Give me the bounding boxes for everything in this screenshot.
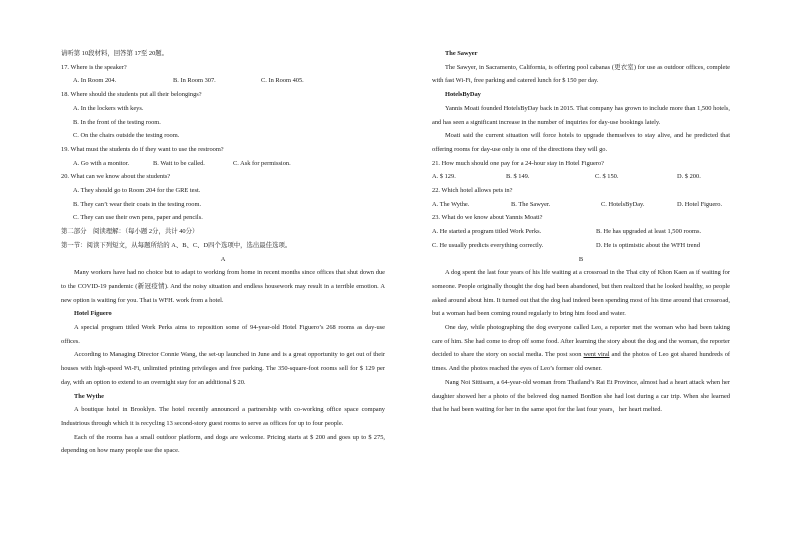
question-18-stem: 18. Where should the students put all their belongings? bbox=[61, 91, 202, 99]
question-20-stem: 20. What can we know about the students? bbox=[61, 173, 171, 181]
option-a: A. Go with a monitor. bbox=[73, 159, 130, 167]
passage-b-paragraph-3: Nang Noi Sittisarn, a 64-year-old woman from Thailand’s Rai Et Province, almost had a heart attack when her daughter showed her a photo of the beloved dog named BonBon she had lost during a car trip. When she learned that he had been waiting for her in the same spot for the last four years，her heart melted. bbox=[432, 378, 730, 414]
passage-b-paragraph-2 bbox=[432, 321, 730, 376]
wythe-paragraph-1: A boutique hotel in Brooklyn. The hotel recently announced a partnership with co-working office space company Industrious through which it is recycling 13 second-story guest rooms to serve as offices for up to four people. bbox=[61, 406, 385, 427]
question-23-options-ab bbox=[432, 225, 730, 239]
option-c: C. On the chairs outside the testing room. bbox=[73, 132, 180, 140]
sawyer-title: The Sawyer bbox=[445, 50, 478, 57]
question-21-options bbox=[432, 170, 730, 184]
option-d: D. $ 200. bbox=[677, 173, 701, 181]
listening-instruction: 请听第 10段材料，回答第 17至 20题。 bbox=[61, 50, 169, 57]
wythe-paragraph-2: Each of the rooms has a small outdoor platform, and dogs are welcome. Pricing starts at $ 200 and goes up to $ 275, depending on how many people use the space. bbox=[61, 433, 385, 455]
option-c: C. They can use their own pens, paper and pencils. bbox=[73, 214, 203, 222]
right-column bbox=[432, 47, 730, 417]
part-two-heading: 第二部分 阅读理解：（每小题 2分，共计 40分） bbox=[61, 228, 199, 236]
left-column bbox=[61, 47, 385, 458]
option-b: B. The Sawyer. bbox=[511, 200, 551, 208]
option-d: D. He is optimistic about the WFH trend bbox=[596, 241, 700, 249]
paragraph-text: One day, while photographing the dog everyone called Leo, a reporter met the woman who had been taking care of him. She had come to drop off some food. After learning the story about the dog and the woman, the reporter decided to share the story on social media. The post soon bbox=[432, 324, 730, 359]
section-one-instruction: 第一节：阅读下列短文，从每题所给的 A、B、C、D四个选项中，选出最佳选项。 bbox=[61, 241, 292, 249]
option-a: A. The Wythe. bbox=[432, 200, 470, 208]
question-17-stem: 17. Where is the speaker? bbox=[61, 63, 127, 71]
option-b: B. They can’t wear their coats in the testing room. bbox=[73, 200, 202, 208]
hotelsbyday-paragraph-1: Yannis Moati founded HotelsByDay back in 2015. That company has grown to include more than 1,500 hotels, and has seen a significant increase in the number of inquiries for day-use bookings lately. bbox=[432, 104, 730, 126]
question-17-options bbox=[61, 74, 385, 88]
hotelsbyday-title: HotelsByDay bbox=[445, 91, 481, 99]
option-a: A. In the lockers with keys. bbox=[73, 104, 144, 112]
passage-a-label: A bbox=[220, 255, 226, 263]
passage-b-label: B bbox=[578, 255, 584, 263]
option-c: C. He usually predicts everything correctly. bbox=[432, 241, 544, 249]
hotel-figuero-paragraph-2: According to Managing Director Connie Wang, the set-up launched in June and is a great opportunity to get out of their houses with high-speed Wi-Fi, unlimited printing privileges and free parking. The 350-square-foot rooms sell for $ 129 per day, with an option to extend to an overnight stay for an additional $ 20. bbox=[61, 351, 385, 386]
question-21-stem: 21. How much should one pay for a 24-hour stay in Hotel Figuero? bbox=[432, 159, 604, 167]
option-b: B. Wait to be called. bbox=[153, 159, 205, 167]
option-a: A. They should go to Room 204 for the GRE test. bbox=[73, 187, 201, 195]
option-c: C. Ask for permission. bbox=[233, 159, 291, 167]
hotelsbyday-paragraph-2: Moati said the current situation will force hotels to upgrade themselves to stay alive, and he predicted that offering rooms for day-use only is one of the directions they will go. bbox=[432, 132, 730, 153]
hotel-figuero-title: Hotel Figuero bbox=[74, 310, 112, 318]
option-b: B. In Room 307. bbox=[173, 77, 216, 85]
option-c: C. $ 150. bbox=[595, 173, 619, 181]
option-d: D. Hotel Figuero. bbox=[677, 200, 723, 208]
option-b: B. $ 149. bbox=[506, 173, 530, 181]
passage-b-paragraph-1: A dog spent the last four years of his life waiting at a crossroad in the Thai city of Khon Kaen as if waiting for someone. People originally thought the dog had been abandoned, but then realized that he looked healthy, so people asked around about him. It turned out that the dog had indeed been spending most of his time around that crossroad, but a woman had been coming round regularly to bring him food and water. bbox=[432, 269, 730, 318]
option-c: C. In Room 405. bbox=[261, 77, 304, 85]
question-23-stem: 23. What do we know about Yannis Moati? bbox=[432, 214, 543, 222]
question-22-stem: 22. Which hotel allows pets in? bbox=[432, 187, 513, 195]
question-19-options bbox=[61, 157, 385, 171]
option-c: C. HotelsByDay. bbox=[601, 200, 645, 208]
option-a: A. He started a program titled Work Perks. bbox=[432, 228, 542, 236]
option-a: A. $ 129. bbox=[432, 173, 456, 181]
option-b: B. In the front of the testing room. bbox=[73, 118, 161, 126]
question-19-stem: 19. What must the students do if they want to use the restroom? bbox=[61, 145, 224, 153]
option-a: A. In Room 204. bbox=[73, 77, 117, 85]
question-23-options-cd bbox=[432, 239, 730, 253]
hotel-figuero-paragraph-1: A special program titled Work Perks aims to reposition some of 94-year-old Hotel Figuero’s 268 rooms as day-use offices. bbox=[61, 324, 385, 345]
paragraph-text: and the photos of Leo got shared hundreds of times. And the photos reached the eyes of Leo’s former old owner. bbox=[432, 351, 731, 373]
passage-a-intro: Many workers have had no choice but to adapt to working from home in recent months since offices that shut down due to the COVID-19 pandemic (新冠疫情). And the noisy situation and endless housework may result in a terrible emotion. A new option is waiting for you. That is WFH. work from a hotel. bbox=[61, 269, 385, 304]
sawyer-paragraph: The Sawyer, in Sacramento, California, is offering pool cabanas (更衣室) for use as outdoor offices, complete with fast Wi-Fi, free parking and catered lunch for $ 150 per day. bbox=[432, 63, 730, 85]
option-b: B. He has upgraded at least 1,500 rooms. bbox=[596, 228, 702, 236]
wythe-title: The Wythe bbox=[74, 392, 105, 400]
question-22-options bbox=[432, 198, 730, 212]
went-viral-phrase: went viral bbox=[583, 351, 610, 359]
